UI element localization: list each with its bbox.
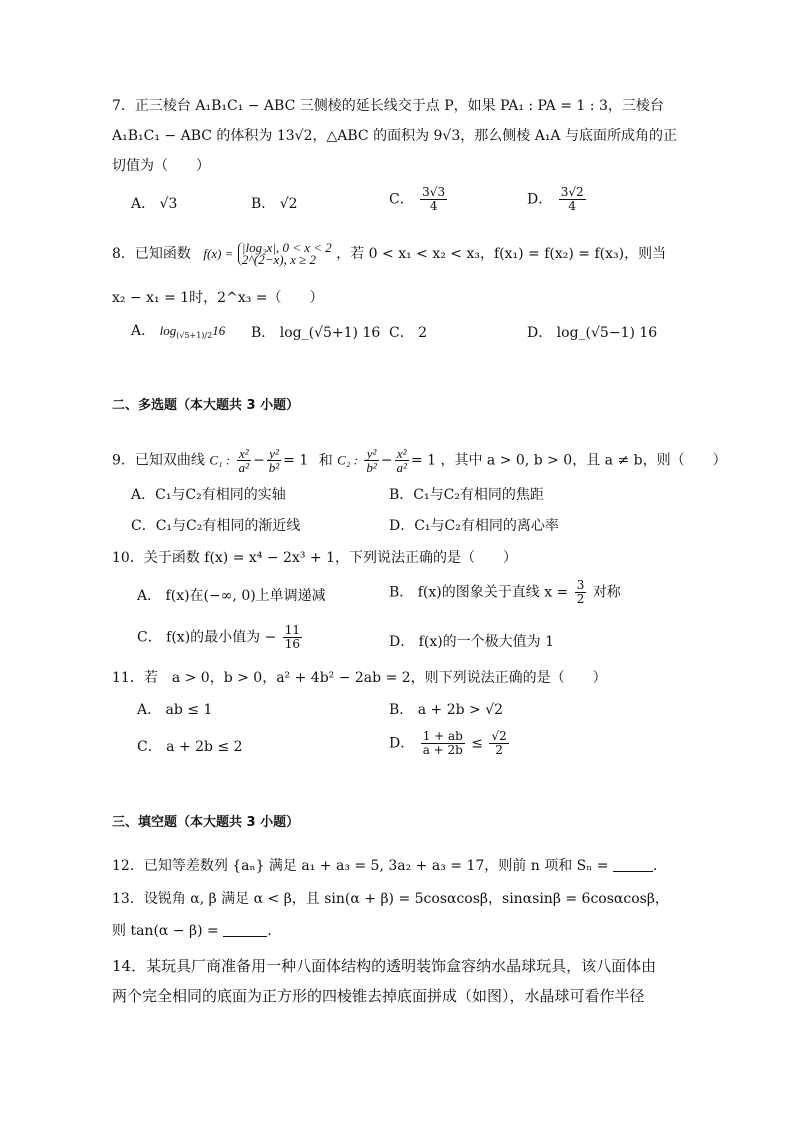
q13-line-1: 13．设锐角 α, β 满足 α < β，且 sin(α + β) = 5cosαcosβ，sinαsinβ = 6cosαcosβ， [112,891,669,907]
q10-option-a: A． f(x)在(−∞, 0)上单调递减 [137,588,326,604]
q7-option-d [527,186,588,213]
q9-option-a: A．C₁与C₂有相同的实轴 [131,487,286,503]
q7-line-2: A₁B₁C₁ − ABC 的体积为 13√2，△ABC 的面积为 9√3，那么侧棱 A₁A 与底面所成角的正 [112,128,677,144]
q11-option-b: B． a + 2b > √2 [389,702,504,718]
q9-option-c: C．C₁与C₂有相同的渐近线 [131,518,301,534]
q11-line-1: 11．若 a > 0，b > 0，a² + 4b² − 2ab = 2，则下列说法正确的是（ ） [112,670,607,686]
q9-c1-a2: a² [238,460,250,475]
q13-end: . [267,923,272,939]
q11-option-d-lhs-den: a + 2b [422,743,463,757]
q10-option-b-lead: B． f(x)的图象关于直线 x = [389,584,569,601]
q9-option-d: D．C₁与C₂有相同的离心率 [389,518,559,534]
q11-option-c: C． a + 2b ≤ 2 [137,739,243,755]
q7-option-c-fraction [420,186,447,213]
q14-line-2: 两个完全相同的底面为正方形的四棱锥去掉底面拼成（如图），水晶球可看作半径 [112,987,645,1005]
q8-option-a-arg: 16 [212,323,226,338]
q7-option-a: A． √3 [131,196,178,212]
q12-end: . [652,858,658,874]
q9-option-b: B．C₁与C₂有相同的焦距 [389,487,544,503]
q7-option-d-fraction [559,186,586,213]
q9-c1-frac-y [267,447,281,474]
q8-option-d: D． log_(√5−1) 16 [527,325,658,341]
q8-option-b: B． log_(√5+1) 16 [251,325,381,341]
q11-option-d [389,730,511,757]
q8-case-2: 2^(2−x), x ≥ 2 [241,252,316,267]
q12-answer-blank[interactable] [613,857,653,872]
q9-c2: C₂ : [337,452,358,468]
q9-c2-frac-x [395,447,409,474]
q9-c2-x2: x² [395,447,409,461]
q9-c1-minus: − [253,452,265,469]
q9-and: 和 [318,452,333,469]
q10-line-1: 10．关于函数 f(x) = x⁴ − 2x³ + 1，下列说法正确的是（ ） [112,550,517,566]
q9-c2-a2: a² [396,460,407,475]
q10-option-c-numerator: 11 [284,623,301,637]
q9-c2-b2: b² [366,460,377,475]
q10-option-b [389,579,621,606]
q9-lead: 9．已知双曲线 [112,452,205,469]
q9-line-1 [112,447,727,474]
q8-case-1: |log₂x|, 0 < x < 2 [241,240,332,255]
q10-option-b-numerator: 3 [576,578,585,592]
q9-c1-x2: x² [237,447,251,461]
q11-option-d-lhs-num: 1 + ab [422,729,463,743]
q7-option-c-numerator: 3√3 [422,185,446,199]
q11-option-d-rhs-den: 2 [495,743,503,757]
q12-text: 12．已知等差数列 {aₙ} 满足 a₁ + a₃ = 5, 3a₂ + a₃ = 17，则前 n 项和 Sₙ = [112,858,609,874]
q11-option-d-le: ≤ [471,735,484,752]
q8-option-a-base: (√5+1)/2 [176,331,213,340]
q11-option-a: A． ab ≤ 1 [137,702,213,718]
q11-option-d-lhs [421,730,465,757]
q7-option-d-label: D． [527,191,553,208]
q8-option-a [131,320,225,347]
q9-c1-y2: y² [267,447,281,461]
q8-lead: 8．已知函数 [112,246,191,262]
q7-option-d-numerator: 3√2 [560,185,584,199]
q10-option-b-tail: 对称 [592,584,621,601]
q9-c1: C₁ : [209,452,231,468]
q7-option-c-denominator: 4 [429,199,438,213]
q8-piecewise [238,242,332,266]
q10-option-c-fraction [283,624,302,651]
q8-fx: f(x) = [203,246,234,261]
q10-option-d: D． f(x)的一个极大值为 1 [389,634,555,650]
q7-option-c-label: C． [389,191,414,208]
q9-c1-frac-x [237,447,251,474]
q9-c2-minus: − [380,452,393,469]
q8-option-c: C． 2 [389,325,428,341]
q9-c1-eq: = 1 [283,452,309,469]
q9-c2-eq: = 1 [410,452,437,469]
q10-option-b-denominator: 2 [576,592,585,606]
q7-option-d-denominator: 4 [568,199,576,213]
q11-option-d-rhs [489,730,508,757]
q7-line-3: 切值为（ ） [112,158,210,174]
q11-option-d-rhs-num: √2 [491,729,507,743]
q10-option-c-denominator: 16 [284,637,301,651]
q8-tail: ，若 0 < x₁ < x₂ < x₃，f(x₁) = f(x₂) = f(x₃)，则当 [336,246,667,262]
q13-line-2 [112,921,272,941]
q8-line-1 [112,242,666,266]
q8-line-2: x₂ − x₁ = 1时，2^x₃ =（ ） [112,290,324,306]
q7-option-c [389,186,449,213]
q8-option-a-label: A． [131,323,156,339]
q13-l2: 则 tan(α − β) = [112,923,219,939]
q10-option-b-fraction [575,579,587,606]
q9-tail: ，其中 a > 0, b > 0，且 a ≠ b，则（ ） [440,452,727,469]
section-3-heading: 三、填空题（本大题共 3 小题） [112,815,300,830]
q10-option-c-lead: C． f(x)的最小值为 − [137,629,277,646]
q14-line-1: 14．某玩具厂商准备用一种八面体结构的透明装饰盒容纳水晶球玩具，该八面体由 [112,957,657,975]
q9-c1-b2: b² [268,460,280,475]
section-2-heading: 二、多选题（本大题共 3 小题） [112,398,300,413]
q8-option-a-log: log [159,323,177,338]
q12-line-1 [112,856,657,876]
q7-line-1: 7．正三棱台 A₁B₁C₁ − ABC 三侧棱的延长线交于点 P，如果 PA₁ : PA = 1 : 3，三棱台 [112,98,664,114]
q11-option-d-label: D． [389,735,415,752]
q10-option-c [137,624,304,651]
q9-c2-frac-y [364,447,378,474]
q9-c2-y2: y² [364,447,378,461]
q7-option-b: B． √2 [251,196,298,212]
q13-answer-blank[interactable] [223,922,267,937]
